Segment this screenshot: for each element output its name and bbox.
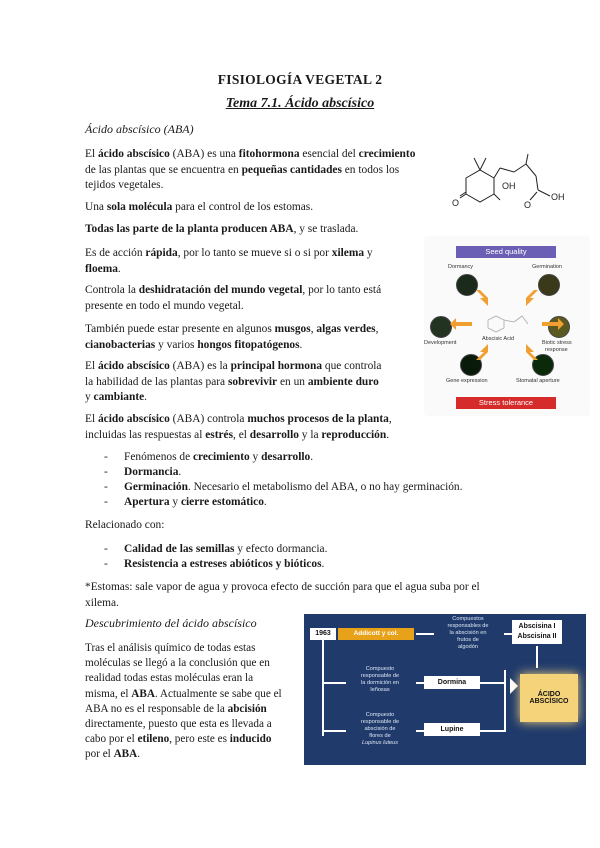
aba-discovery-figure <box>304 614 586 765</box>
abscisic-acid-label: Abscisic Acid <box>482 336 515 342</box>
arrow-germination <box>526 290 538 306</box>
list-item: - Germinación. Necesario el metabolismo del ABA, o no hay germinación. <box>104 481 463 493</box>
timeline-line <box>322 640 324 736</box>
branch-2 <box>324 682 346 684</box>
biotic-response-label: response <box>545 347 568 353</box>
topic-title: Tema 7.1. Ácido abscísico <box>225 96 375 111</box>
branch-3 <box>324 730 346 732</box>
list-item: - Fenómenos de crecimiento y desarrollo. <box>104 451 314 463</box>
dormina-box: Dormina <box>424 676 480 689</box>
connector-6 <box>416 730 424 732</box>
connector-2 <box>504 633 512 635</box>
o-label-1: O <box>452 198 460 208</box>
stress-tolerance-bar: Stress tolerance <box>456 397 556 409</box>
paragraph-main-hormone: El ácido abscísico (ABA) es la principal hormona que controla la habilidad de las plantas para sobrevivir en un ambiente duro y cambiante. <box>85 360 382 403</box>
paragraph-controls-processes: El ácido abscísico (ABA) controla muchos procesos de la planta, incluidas las respuestas al estrés, el desarrollo y la reproducción. <box>85 413 392 441</box>
arrow-biotic <box>542 318 564 330</box>
paragraph-dehydration: Controla la deshidratación del mundo vegetal, por lo tanto está presente en todo el mundo vegetal. <box>85 284 382 312</box>
lupinus-text: Compuesto responsable de abscisión de flores de Lupinus luteus <box>360 712 400 746</box>
arrow-gene <box>476 344 488 360</box>
section-heading-discovery: Descubrimiento del ácido abscísico <box>85 616 257 630</box>
aba-functions-figure <box>424 236 590 416</box>
biotic-stress-label: Biotic stress <box>542 340 572 346</box>
section-heading-aba: Ácido abscísico (ABA) <box>85 122 194 136</box>
list-item: - Resistencia a estreses abióticos y bióticos. <box>104 558 325 570</box>
stomata-note: *Estomas: sale vapor de agua y provoca efecto de succión para que el agua suba por el xilema. <box>85 581 480 609</box>
abscisina-box: Abscisina I Abscisina II <box>512 620 562 644</box>
paragraph-all-parts: Todas las parte de la planta producen ABA, y se traslada. <box>85 223 359 235</box>
paragraph-intro: El ácido abscísico (ABA) es una fitohormona esencial del crecimiento de las plantas que se encuentra en pequeñas cantidades en todos los tejidos vegetales. <box>85 148 416 191</box>
woody-dormancy-text: Compuesto responsable de la dormición en leñosas <box>360 666 400 693</box>
connector-7 <box>480 730 504 732</box>
year-box: 1963 <box>310 628 336 640</box>
lupine-box: Lupine <box>424 723 480 736</box>
connector-5 <box>480 682 504 684</box>
list-item: - Calidad de las semillas y efecto dormancia. <box>104 543 328 555</box>
aba-molecule-diagram <box>446 150 576 216</box>
germination-label: Germination <box>532 264 562 270</box>
stomatal-aperture-label: Stomatal aperture <box>516 378 560 384</box>
merge-line <box>504 670 506 732</box>
page-title: FISIOLOGÍA VEGETAL 2 <box>217 72 383 87</box>
arrow-dormancy <box>476 290 488 306</box>
o-label-2: O <box>524 200 532 210</box>
list-item: - Dormancia. <box>104 466 182 478</box>
oh-label-2: OH <box>551 192 565 202</box>
seed-quality-bar: Seed quality <box>456 246 556 258</box>
connector-3 <box>536 646 538 668</box>
abscisic-acid-box: ÁCIDO ABSCÍSICO <box>520 674 578 722</box>
process-list <box>104 450 524 514</box>
function-arrows <box>424 236 590 416</box>
arrow-development <box>450 318 472 330</box>
gene-expression-label: Gene expression <box>446 378 488 384</box>
list-item: - Apertura y cierre estomático. <box>104 496 267 508</box>
related-label: Relacionado con: <box>85 519 165 531</box>
connector-4 <box>416 682 424 684</box>
oh-label-1: OH <box>502 181 516 191</box>
paragraph-other-organisms: También puede estar presente en algunos musgos, algas verdes, cianobacterias y varios hongos fitopatógenos. <box>85 323 379 351</box>
dormancy-label: Dormancy <box>448 264 474 270</box>
development-label: Development <box>424 340 457 346</box>
arrow-stomatal <box>526 344 538 360</box>
related-list <box>104 542 524 574</box>
addicott-box: Addicott y col. <box>338 628 414 640</box>
paragraph-single-molecule: Una sola molécula para el control de los estomas. <box>85 201 314 213</box>
merge-arrow <box>510 678 518 694</box>
paragraph-fast-action: Es de acción rápida, por lo tanto se mueve si o si por xilema y floema. <box>85 247 373 275</box>
cotton-compounds-text: Compuestos responsables de la abscisión en frutos de algodón <box>447 616 489 650</box>
paragraph-discovery: Tras el análisis químico de todas estas moléculas se llegó a la conclusión que en realidad todas estas moléculas eran la misma, el ABA. Actualmente se sabe que el ABA no es el responsable de la abcisión directamente, puesto que esta es llevada a cabo por el etileno, pero este es inducido por el ABA. <box>85 642 282 761</box>
